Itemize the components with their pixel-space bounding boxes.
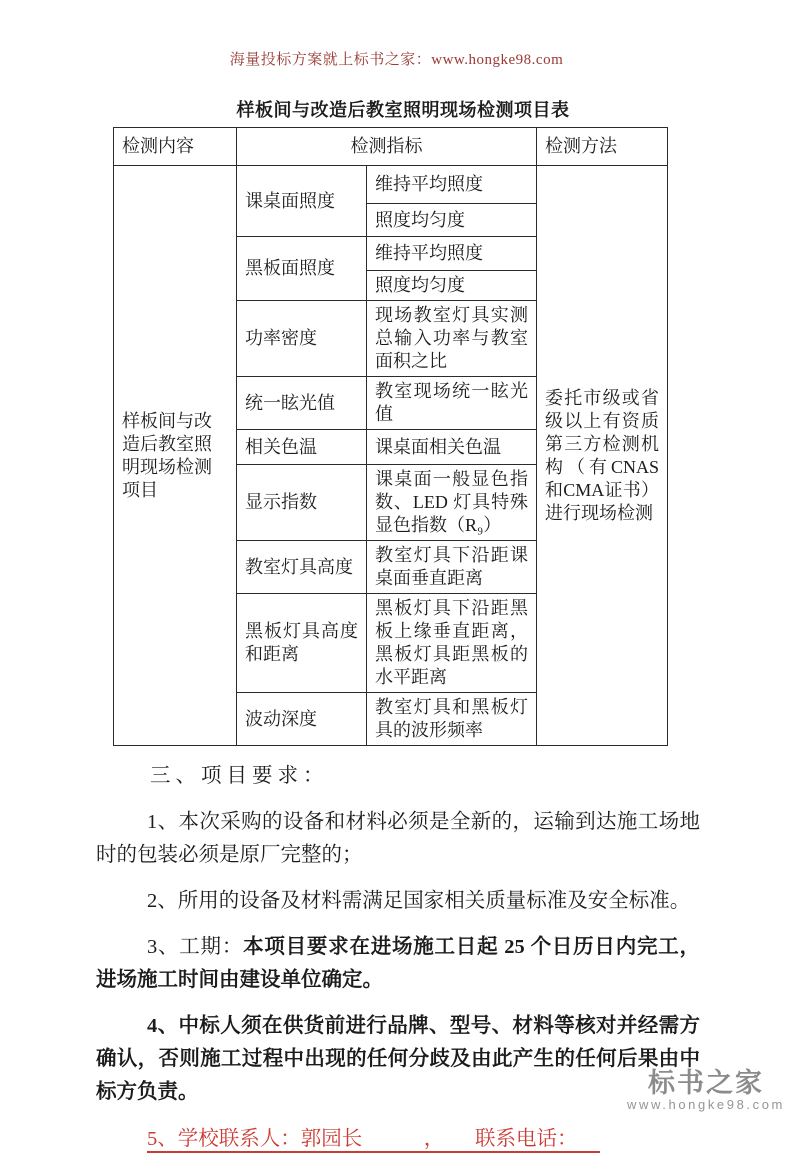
indicator-cell: 照度均匀度	[367, 204, 537, 237]
indicator-cell: 黑板灯具下沿距黑板上缘垂直距离，黑板灯具距黑板的水平距离	[367, 594, 537, 693]
table-header-row	[114, 128, 668, 166]
indicator-cell: 课桌面相关色温	[367, 430, 537, 465]
indicator-cell: 教室现场统一眩光值	[367, 377, 537, 430]
indicator-cell: 教室灯具和黑板灯具的波形频率	[367, 693, 537, 746]
requirements-section	[96, 760, 700, 1156]
section-heading: 三、项目要求：	[150, 765, 329, 787]
watermark-brand: 标书之家	[648, 1068, 765, 1098]
indicator-cell: 照度均匀度	[367, 271, 537, 301]
indicator-cell: 现场教室灯具实测总输入功率与教室面积之比	[367, 301, 537, 377]
requirement-item-3-prefix: 3、工期：	[147, 936, 244, 958]
item-cell: 功率密度	[237, 301, 367, 377]
item-cell: 黑板面照度	[237, 237, 367, 301]
contact-info-text: 5、学校联系人：郭园长 ， 联系电话：	[147, 1128, 600, 1153]
requirement-item-4: 4、中标人须在供货前进行品牌、型号、材料等核对并经需方确认，否则施工过程中出现的任何分歧及由此产生的任何后果由中标方负责。	[96, 1015, 700, 1103]
requirement-item-3	[96, 931, 700, 997]
content-merged-cell: 样板间与改造后教室照明现场检测项目	[114, 166, 237, 746]
requirement-item-5	[96, 1123, 700, 1156]
watermark-url: www.hongke98.com	[627, 1097, 785, 1112]
item-cell: 波动深度	[237, 693, 367, 746]
header-cell-content: 检测内容	[114, 128, 237, 166]
indicator-cell: 维持平均照度	[367, 237, 537, 271]
table-row	[114, 166, 668, 204]
method-merged-cell: 委托市级或省级以上有资质第三方检测机构（有CNAS和CMA证书）进行现场检测	[537, 166, 668, 746]
item-cell: 黑板灯具高度和距离	[237, 594, 367, 693]
item-cell: 教室灯具高度	[237, 541, 367, 594]
indicator-cell: 教室灯具下沿距课桌面垂直距离	[367, 541, 537, 594]
indicator-cell: 维持平均照度	[367, 166, 537, 204]
item-cell: 显示指数	[237, 465, 367, 541]
document-content	[96, 96, 700, 1156]
item-cell: 统一眩光值	[237, 377, 367, 430]
indicator-cell: 课桌面一般显色指数、LED 灯具特殊显色指数（R₉）	[367, 465, 537, 541]
requirement-item-1: 1、本次采购的设备和材料必须是全新的，运输到达施工场地时的包装必须是原厂完整的；	[96, 811, 700, 866]
header-cell-method: 检测方法	[537, 128, 668, 166]
item-cell: 相关色温	[237, 430, 367, 465]
requirement-item-2: 2、所用的设备及材料需满足国家相关质量标准及安全标准。	[147, 890, 691, 912]
item-cell: 课桌面照度	[237, 166, 367, 237]
requirement-item-3-body: 本项目要求在进场施工日起 25 个日历日内完工，进场施工时间由建设单位确定。	[96, 936, 701, 991]
site-banner-link: 海量投标方案就上标书之家：www.hongke98.com	[229, 52, 564, 68]
watermark	[627, 1069, 785, 1112]
header-cell-indicator: 检测指标	[237, 128, 537, 166]
inspection-table	[113, 127, 668, 746]
table-title: 样板间与改造后教室照明现场检测项目表	[236, 100, 570, 120]
